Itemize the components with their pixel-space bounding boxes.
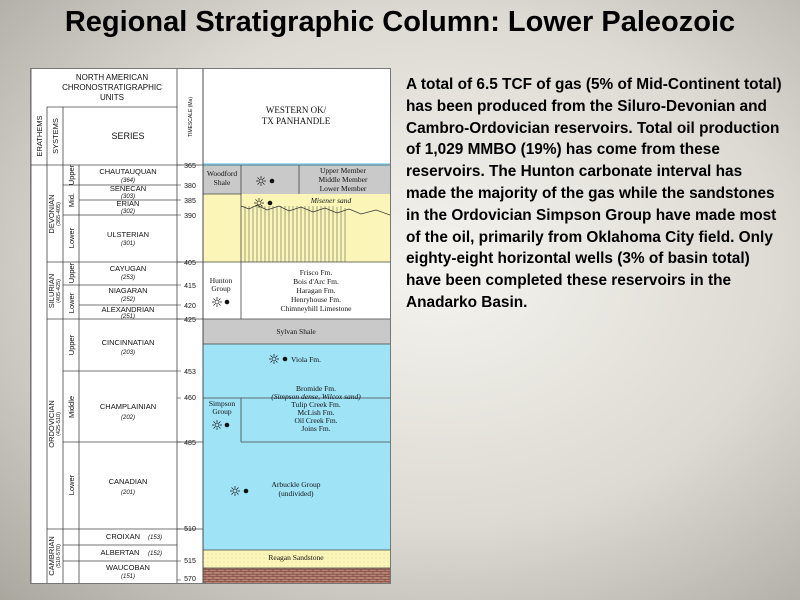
region-header-line1: WESTERN OK/ (265, 105, 327, 115)
series-albertan-code: (152) (147, 551, 163, 557)
hunton-label-line2: Group (211, 284, 231, 293)
series-canadian-code: (201) (120, 490, 136, 496)
slide-title: Regional Stratigraphic Column: Lower Paleozoic (64, 6, 736, 38)
series-cayugan: CAYUGAN (109, 264, 147, 273)
age-label: 453 (184, 369, 196, 376)
age-label: 515 (184, 558, 196, 565)
series-chautauquan: CHAUTAUQUAN (99, 167, 157, 176)
age-label: 405 (184, 260, 196, 267)
system-cambrian: CAMBRIAN (47, 536, 56, 576)
subseries-devonian-mid: Mid. (67, 192, 76, 208)
chrono-header-line2: CHRONOSTRATIGRAPHIC (62, 83, 162, 92)
hunton-henryhouse: Henryhouse Fm. (291, 295, 341, 304)
subseries-ordovician-middle: Middle (67, 395, 76, 419)
series-cayugan-code: (253) (120, 275, 136, 281)
age-label: 485 (184, 440, 196, 447)
series-erian-code: (302) (120, 209, 136, 215)
system-devonian-range: (365-405) (56, 202, 62, 226)
description-text: A total of 6.5 TCF of gas (5% of Mid-Continent total) has been produced from the Siluro-Devonian and Cambro-Ordovician reservoirs. Total oil production of 1,029 MMBO (19%) has come from these reservoirs. The Hunton carbonate interval has made the majority of the gas while the sandstones in the Ordovician Simpson Group have made most of the oil, primarily from Oklahoma City field. Only eighty-eight horizontal wells (3% of basin total) have been completed these reservoirs in the Anadarko Basin. (406, 76, 782, 311)
subseries-ordovician-lower: Lower (67, 474, 76, 496)
oil-well-symbol (270, 179, 275, 184)
oil-well-symbol (283, 357, 288, 362)
simpson-bromide: Bromide Fm. (295, 384, 337, 393)
subseries-devonian-upper: Upper (67, 164, 76, 186)
woodford-upper-member: Upper Member (319, 166, 367, 175)
system-silurian-range: (405-425) (56, 279, 62, 303)
age-label: 460 (184, 395, 196, 402)
age-label: 510 (184, 526, 196, 533)
misener-sand-label: Misener sand (310, 196, 352, 205)
simpson-mclish: McLish Fm. (297, 408, 335, 417)
series-alexandrian-code: (251) (120, 314, 136, 320)
oil-well-symbol (225, 300, 230, 305)
hunton-label-line1: Hunton (209, 276, 233, 285)
woodford-lower-member: Lower Member (319, 184, 367, 193)
oil-well-symbol (225, 423, 230, 428)
series-erian: ERIAN (116, 199, 140, 208)
subseries-silurian-lower: Lower (67, 292, 76, 314)
system-cambrian-range: (510-570) (56, 544, 62, 568)
series-alexandrian: ALEXANDRIAN (101, 305, 155, 314)
series-niagaran: NIAGARAN (108, 286, 148, 295)
system-ordovician: ORDOVICIAN (47, 400, 56, 448)
system-silurian: SILURIAN (47, 273, 56, 309)
subseries-silurian-upper: Upper (67, 262, 76, 284)
region-header-line2: TX PANHANDLE (261, 116, 331, 126)
series-croixan: CROIXAN (105, 532, 141, 541)
simpson-dense-wilcox: (Simpson dense, Wilcox sand) (271, 392, 361, 401)
age-label: 390 (184, 213, 196, 220)
series-chautauquan-code: (364) (120, 178, 136, 184)
systems-header: SYSTEMS (51, 118, 60, 154)
woodford-label-line1: Woodford (206, 169, 238, 178)
hunton-frisco: Frisco Fm. (299, 268, 333, 277)
age-label: 415 (184, 283, 196, 290)
oil-well-symbol (244, 489, 249, 494)
series-champlainian-code: (202) (120, 415, 136, 421)
series-senecan: SENECAN (109, 184, 147, 193)
age-label: 385 (184, 198, 196, 205)
hunton-bois-darc: Bois d'Arc Fm. (293, 277, 339, 286)
series-header: SERIES (111, 131, 145, 141)
reagan-sandstone-label: Reagan Sandstone (268, 553, 324, 562)
oil-well-symbol (268, 201, 273, 206)
age-label: 365 (184, 163, 196, 170)
series-albertan: ALBERTAN (100, 548, 140, 557)
basement-band (203, 568, 390, 583)
series-champlainian: CHAMPLAINIAN (99, 402, 157, 411)
series-ulsterian-code: (301) (120, 241, 136, 247)
arbuckle-label-line1: Arbuckle Group (271, 480, 321, 489)
series-senecan-code: (303) (120, 194, 136, 200)
system-ordovician-range: (425-510) (56, 412, 62, 436)
simpson-oil-creek: Oil Creek Fm. (294, 416, 338, 425)
simpson-label-line2: Group (212, 407, 232, 416)
viola-label: Viola Fm. (291, 355, 321, 364)
series-ulsterian: ULSTERIAN (106, 230, 150, 239)
chrono-header-line3: UNITS (100, 93, 124, 102)
woodford-label-line2: Shale (213, 178, 231, 187)
series-niagaran-code: (252) (120, 297, 136, 303)
age-label: 380 (184, 183, 196, 190)
series-croixan-code: (153) (147, 535, 163, 541)
hunton-chimneyhill: Chimneyhill Limestone (280, 304, 352, 313)
system-devonian: DEVONIAN (47, 194, 56, 234)
woodford-middle-member: Middle Member (318, 175, 368, 184)
age-label: 570 (184, 576, 196, 583)
simpson-label-line1: Simpson (208, 399, 236, 408)
arbuckle-label-line2: (undivided) (278, 489, 314, 498)
timescale-header: TIMESCALE (Ma) (188, 96, 194, 138)
chrono-header-line1: NORTH AMERICAN (75, 73, 149, 82)
subseries-ordovician-upper: Upper (67, 334, 76, 356)
sylvan-shale-label: Sylvan Shale (276, 327, 316, 336)
series-waucoban: WAUCOBAN (106, 563, 150, 572)
erathems-header: ERATHEMS (35, 115, 44, 157)
series-cincinnatian-code: (203) (120, 350, 136, 356)
simpson-tulip-creek: Tulip Creek Fm. (291, 400, 341, 409)
series-waucoban-code: (151) (120, 574, 136, 580)
simpson-joins: Joins Fm. (301, 424, 331, 433)
stratigraphic-column (30, 68, 391, 584)
series-cincinnatian: CINCINNATIAN (101, 338, 155, 347)
subseries-devonian-lower: Lower (67, 227, 76, 249)
series-canadian: CANADIAN (108, 477, 148, 486)
hunton-haragan: Haragan Fm. (296, 286, 336, 295)
age-label: 420 (184, 303, 196, 310)
age-label: 425 (184, 317, 196, 324)
